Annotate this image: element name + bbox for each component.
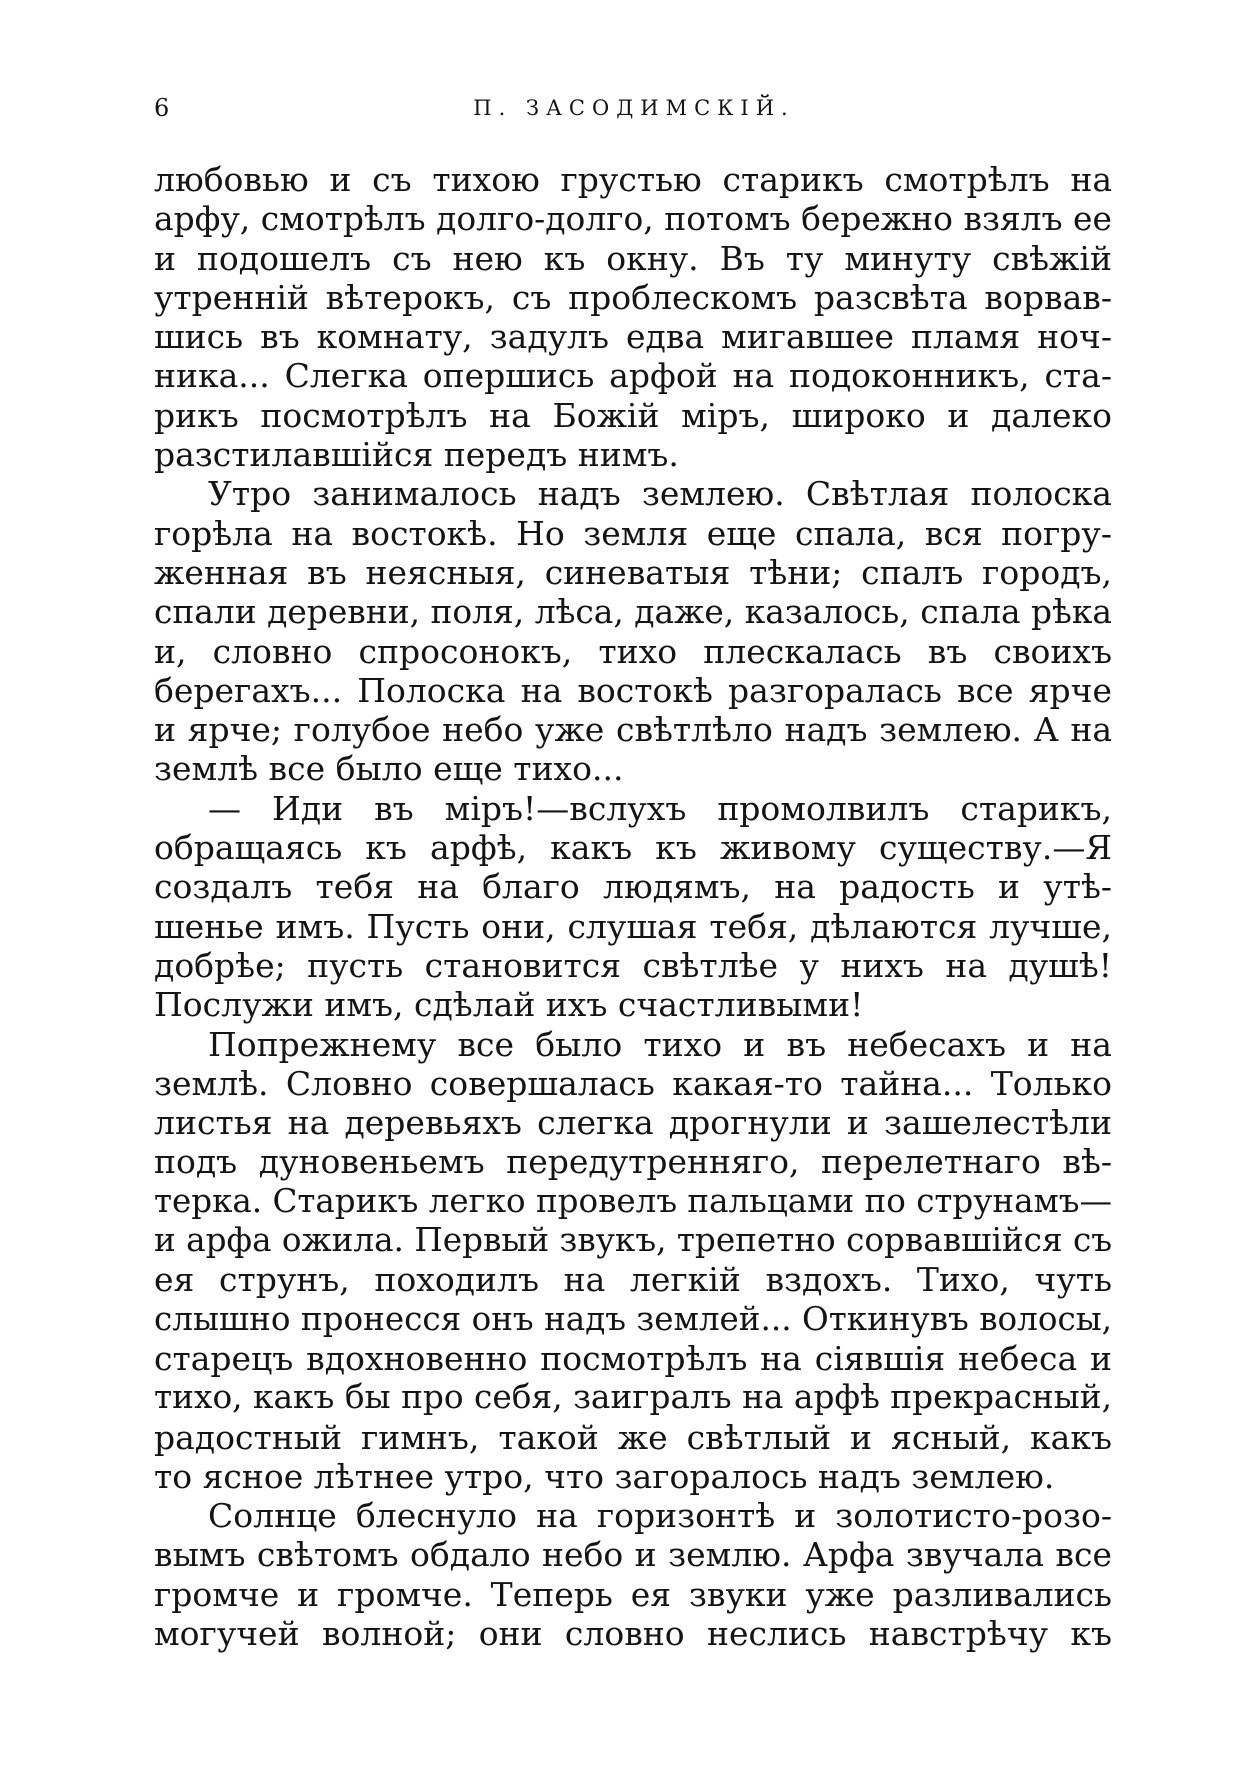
text-line: рикъ посмотрѣлъ на Божій міръ, широко и далеко [154,395,1112,435]
text-line: создалъ тебя на благо людямъ, на радость и утѣ- [154,867,1113,907]
page-number: 6 [154,94,170,122]
text-line: шись въ комнату, задулъ едва мигавшее пламя ноч- [154,317,1112,357]
paragraph [154,1025,1112,1497]
text-line: землѣ. Словно совершалась какая-то тайна... Только [154,1063,1112,1103]
text-line: разстилавшійся передъ нимъ. [154,435,679,475]
text-line: Послужи имъ, сдѣлай ихъ счастливыми! [154,985,864,1025]
text-line: радостный гимнъ, такой же свѣтлый и ясный, какъ [154,1417,1112,1457]
text-line: могучей волной; они словно неслись навстрѣчу къ [154,1613,1113,1653]
text-line: спали деревни, поля, лѣса, даже, казалось, спала рѣка [154,592,1112,632]
text-line: листья на деревьяхъ слегка дрогнули и зашелестѣли [154,1103,1113,1143]
text-line: землѣ все было еще тихо... [154,749,624,789]
text-line: Утро занималось надъ землею. Свѣтлая полоска [208,474,1112,514]
text-line: слышно пронесся онъ надъ землей... Откинувъ волосы, [154,1299,1112,1338]
text-line: терка. Старикъ легко провелъ пальцами по струнамъ— [154,1181,1112,1220]
text-line: и арфа ожила. Первый звукъ, трепетно сорвавшійся съ [154,1221,1112,1260]
paragraph [154,160,1112,474]
text-line: — Иди въ міръ!—вслухъ промолвилъ старикъ, [208,788,1112,828]
text-line: то ясное лѣтнее утро, что загоралось надъ землею. [154,1456,1055,1496]
text-line: горѣла на востокѣ. Но земля еще спала, вся погру- [154,513,1112,553]
paragraph [154,474,1112,788]
text-line: женная въ неясныя, синеватыя тѣни; спалъ городъ, [154,552,1112,592]
text-line: и, словно спросонокъ, тихо плескалась въ своихъ [154,631,1112,671]
text-line: и ярче; голубое небо уже свѣтлѣло надъ землею. А на [154,710,1112,750]
text-line: подъ дуновеньемъ передутренняго, перелетнаго вѣ- [154,1142,1113,1182]
text-line: Попрежнему все было тихо и въ небесахъ и на [208,1024,1112,1064]
paragraph [154,789,1112,1025]
text-line: громче и громче. Теперь ея звуки уже разливались [154,1574,1112,1614]
running-title: П. ЗАСОДИМСКІЙ. [473,96,795,120]
text-line: арфу, смотрѣлъ долго-долго, потомъ бережно взялъ ее [154,199,1112,239]
page-header [154,92,1114,132]
text-line: и подошелъ съ нею къ окну. Въ ту минуту свѣжій [154,238,1112,278]
text-line: утренній вѣтерокъ, съ проблескомъ разсвѣта ворвав- [154,277,1112,317]
text-line: добрѣе; пусть становится свѣтлѣе у нихъ на душѣ! [154,945,1112,985]
text-line: ника... Слегка опершись арфой на подоконникъ, ста- [154,356,1113,396]
text-line: вымъ свѣтомъ обдало небо и землю. Арфа звучала все [154,1535,1112,1575]
text-line: тихо, какъ бы про себя, заигралъ на арфѣ прекрасный, [154,1378,1112,1417]
body-text [154,160,1112,1653]
text-line: любовью и съ тихою грустью старикъ смотрѣлъ на [154,160,1113,199]
text-line: берегахъ... Полоска на востокѣ разгоралась все ярче [154,670,1112,710]
text-line: ея струнъ, походилъ на легкій вздохъ. Тихо, чуть [154,1260,1112,1300]
paragraph [154,1496,1112,1653]
text-line: старецъ вдохновенно посмотрѣлъ на сіявшія небеса и [154,1338,1112,1378]
text-line: шенье имъ. Пусть они, слушая тебя, дѣлаются лучше, [154,906,1113,946]
text-line: Солнце блеснуло на горизонтѣ и золотисто-розо- [208,1496,1112,1536]
text-line: обращаясь къ арфѣ, какъ къ живому существу.—Я [154,828,1112,868]
